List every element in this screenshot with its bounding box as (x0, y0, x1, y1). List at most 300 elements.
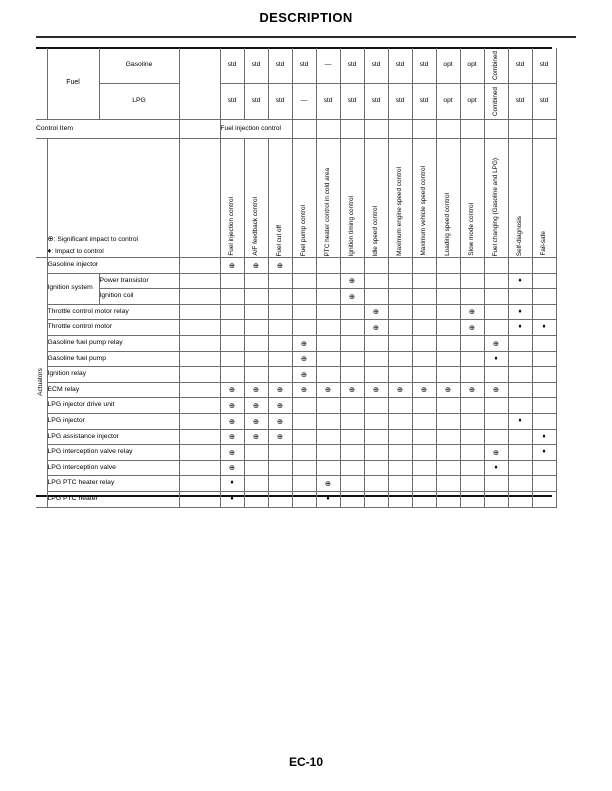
matrix-cell (292, 398, 316, 414)
table-row (36, 335, 556, 351)
matrix-cell (268, 476, 292, 492)
matrix-cell (316, 273, 340, 289)
matrix-cell (460, 476, 484, 492)
matrix-cell (268, 335, 292, 351)
group-header-spacer (532, 120, 556, 139)
matrix-cell (460, 367, 484, 383)
matrix-cell (268, 304, 292, 320)
matrix-cell: ♦ (484, 460, 508, 476)
matrix-cell (412, 445, 436, 461)
matrix-cell: ⊕ (364, 320, 388, 336)
matrix-cell (460, 335, 484, 351)
matrix-cell (388, 273, 412, 289)
matrix-cell (244, 289, 268, 305)
row-label: LPG interception valve relay (47, 445, 179, 461)
column-header-label: PTC heater control in cold area (324, 167, 331, 256)
column-header-3 (268, 139, 292, 258)
matrix-cell (292, 273, 316, 289)
matrix-cell (316, 335, 340, 351)
matrix-cell (412, 460, 436, 476)
matrix-cell (388, 398, 412, 414)
fuel-availability-cell: Combined (484, 84, 508, 120)
matrix-cell (220, 335, 244, 351)
matrix-cell (508, 491, 532, 507)
matrix-cell (508, 476, 532, 492)
matrix-cell (508, 445, 532, 461)
row-label: LPG interception valve (47, 460, 179, 476)
matrix-cell (340, 445, 364, 461)
matrix-cell (244, 320, 268, 336)
matrix-cell (388, 351, 412, 367)
row-label: Throttle control motor relay (47, 304, 179, 320)
column-header-label: Ignition timing control (348, 195, 355, 256)
matrix-cell (364, 351, 388, 367)
matrix-cell (340, 320, 364, 336)
matrix-cell (532, 476, 556, 492)
matrix-cell (292, 460, 316, 476)
matrix-cell: ⊕ (244, 413, 268, 429)
matrix-cell: ⊕ (220, 429, 244, 445)
matrix-cell (244, 491, 268, 507)
fuel-availability-cell: — (292, 84, 316, 120)
matrix-cell (220, 304, 244, 320)
matrix-cell (436, 258, 460, 274)
matrix-cell (340, 491, 364, 507)
table-row (36, 491, 556, 507)
matrix-cell (244, 476, 268, 492)
matrix-cell: ⊕ (484, 445, 508, 461)
legend-text: : Significant impact to control (53, 236, 138, 244)
matrix-cell (532, 273, 556, 289)
matrix-cell (364, 429, 388, 445)
fuel-label: Fuel (47, 48, 99, 120)
row-label: Ignition relay (47, 367, 179, 383)
row-label: LPG PTC heater relay (47, 476, 179, 492)
matrix-cell (532, 351, 556, 367)
matrix-cell (460, 289, 484, 305)
row-label: Gasoline fuel pump (47, 351, 179, 367)
column-header-label: Fuel pump control (300, 204, 307, 256)
matrix-cell (340, 398, 364, 414)
legend-entry (48, 233, 179, 245)
fuel-availability-cell: std (508, 48, 532, 84)
matrix-cell: ♦ (508, 413, 532, 429)
table-row (36, 445, 556, 461)
matrix-cell (484, 304, 508, 320)
group-header-spacer (436, 120, 460, 139)
matrix-cell: ⊕ (220, 258, 244, 274)
table-row (36, 320, 556, 336)
group-header-spacer (484, 120, 508, 139)
matrix-cell (220, 320, 244, 336)
matrix-cell (388, 289, 412, 305)
matrix-cell (532, 335, 556, 351)
matrix-cell: ⊕ (220, 382, 244, 398)
row-label: Gasoline injector (47, 258, 179, 274)
row-sublabel: Power transistor (99, 273, 179, 289)
matrix-cell (340, 351, 364, 367)
matrix-cell: ⊕ (340, 382, 364, 398)
fuel-availability-cell: std (340, 48, 364, 84)
matrix-cell: ⊕ (220, 413, 244, 429)
matrix-cell: ⊕ (292, 382, 316, 398)
matrix-cell: ⊕ (268, 382, 292, 398)
matrix-cell (412, 367, 436, 383)
table-row (36, 398, 556, 414)
matrix-cell (436, 476, 460, 492)
matrix-cell (508, 382, 532, 398)
matrix-cell (412, 289, 436, 305)
matrix-cell (340, 476, 364, 492)
matrix-cell: ⊕ (364, 304, 388, 320)
matrix-cell (340, 304, 364, 320)
fuel-row-lpg (36, 84, 556, 120)
matrix-cell (484, 413, 508, 429)
matrix-cell (460, 413, 484, 429)
matrix-cell (412, 491, 436, 507)
matrix-cell (484, 320, 508, 336)
matrix-cell (388, 258, 412, 274)
matrix-cell (388, 320, 412, 336)
column-header-2 (244, 139, 268, 258)
legend-symbol-icon: ⊕ (47, 234, 54, 244)
matrix-cell (436, 429, 460, 445)
matrix-cell (412, 258, 436, 274)
column-header-6 (340, 139, 364, 258)
matrix-cell (292, 445, 316, 461)
matrix-cell (244, 335, 268, 351)
matrix-cell (484, 258, 508, 274)
row-label: LPG PTC heater (47, 491, 179, 507)
column-header-10 (436, 139, 460, 258)
group-header-spacer (460, 120, 484, 139)
matrix-cell (316, 398, 340, 414)
matrix-cell (412, 304, 436, 320)
column-header-label: A/F feedback control (252, 197, 259, 256)
matrix-cell (412, 413, 436, 429)
group-header-fuel-injection-control: Fuel injection control (220, 120, 292, 139)
matrix-cell (244, 273, 268, 289)
matrix-cell (292, 304, 316, 320)
matrix-cell (364, 413, 388, 429)
row-label: ECM relay (47, 382, 179, 398)
matrix-cell (244, 351, 268, 367)
matrix-cell: ♦ (532, 445, 556, 461)
matrix-cell (532, 460, 556, 476)
control-item-header-row (36, 120, 556, 139)
matrix-cell: ⊕ (268, 398, 292, 414)
column-header-label: Fail-safe (540, 231, 547, 256)
control-matrix-table (36, 48, 557, 508)
matrix-cell (316, 320, 340, 336)
row-label: Throttle control motor (47, 320, 179, 336)
matrix-cell (436, 413, 460, 429)
matrix-cell (436, 320, 460, 336)
fuel-availability-cell: Combined (484, 48, 508, 84)
matrix-cell (244, 460, 268, 476)
section-label-text: Actuators (37, 368, 45, 397)
column-header-label: Fuel changing (Gasoline and LPG) (492, 157, 499, 256)
matrix-cell (484, 491, 508, 507)
table-row (36, 476, 556, 492)
matrix-cell (508, 289, 532, 305)
fuel-availability-cell: opt (436, 48, 460, 84)
matrix-cell (364, 289, 388, 305)
matrix-cell (460, 491, 484, 507)
table-row (36, 351, 556, 367)
group-header-spacer (364, 120, 388, 139)
matrix-cell (364, 460, 388, 476)
matrix-cell (340, 367, 364, 383)
matrix-cell (460, 445, 484, 461)
matrix-cell (364, 491, 388, 507)
matrix-cell (532, 398, 556, 414)
matrix-cell: ⊕ (460, 304, 484, 320)
matrix-cell (436, 367, 460, 383)
matrix-cell: ⊕ (268, 413, 292, 429)
matrix-cell (508, 429, 532, 445)
matrix-cell (340, 413, 364, 429)
title-divider (36, 36, 576, 38)
column-header-label: Maximum engine speed control (396, 167, 403, 256)
matrix-cell (412, 351, 436, 367)
fuel-availability-cell: std (268, 48, 292, 84)
matrix-cell (436, 460, 460, 476)
matrix-cell (268, 460, 292, 476)
group-header-spacer (412, 120, 436, 139)
matrix-cell (388, 413, 412, 429)
matrix-cell: ♦ (220, 491, 244, 507)
matrix-cell: ⊕ (244, 382, 268, 398)
table-row (36, 258, 556, 274)
group-header-spacer (292, 120, 316, 139)
fuel-availability-cell: std (388, 84, 412, 120)
column-header-label: Idle speed control (372, 205, 379, 256)
matrix-cell: ⊕ (316, 476, 340, 492)
fuel-availability-cell: std (220, 48, 244, 84)
matrix-cell (316, 367, 340, 383)
matrix-cell (508, 335, 532, 351)
column-titles-row (36, 139, 556, 258)
matrix-cell (436, 273, 460, 289)
fuel-availability-cell: std (292, 48, 316, 84)
matrix-cell (460, 273, 484, 289)
column-header-13 (508, 139, 532, 258)
matrix-cell: ♦ (508, 320, 532, 336)
group-header-spacer (388, 120, 412, 139)
matrix-cell: ♦ (508, 304, 532, 320)
matrix-cell (508, 258, 532, 274)
control-item-label: Control Item (36, 120, 179, 139)
legend-entry (48, 245, 179, 257)
row-label: LPG assistance injector (47, 429, 179, 445)
matrix-cell: ⊕ (244, 429, 268, 445)
matrix-cell (436, 398, 460, 414)
matrix-cell (388, 304, 412, 320)
matrix-cell: ♦ (484, 351, 508, 367)
matrix-cell (316, 289, 340, 305)
matrix-cell: ⊕ (220, 460, 244, 476)
matrix-cell (316, 445, 340, 461)
legend-text: : Impact to control (51, 248, 104, 256)
column-header-label: Fuel cut off (276, 224, 283, 256)
matrix-cell (316, 460, 340, 476)
legend-symbol-icon: ♦ (47, 246, 52, 256)
table-row (36, 273, 556, 289)
matrix-cell (268, 289, 292, 305)
fuel-availability-cell: std (364, 84, 388, 120)
matrix-cell (292, 476, 316, 492)
matrix-cell (412, 398, 436, 414)
matrix-cell (388, 460, 412, 476)
table-row (36, 429, 556, 445)
matrix-cell (340, 335, 364, 351)
column-header-11 (460, 139, 484, 258)
matrix-cell (532, 413, 556, 429)
matrix-cell (316, 258, 340, 274)
matrix-cell: ⊕ (436, 382, 460, 398)
matrix-cell (436, 491, 460, 507)
matrix-cell (292, 429, 316, 445)
fuel-availability-cell: std (340, 84, 364, 120)
matrix-cell (388, 445, 412, 461)
matrix-cell: ⊕ (268, 429, 292, 445)
matrix-cell (316, 304, 340, 320)
fuel-type-label: Gasoline (99, 48, 179, 84)
matrix-cell: ⊕ (340, 289, 364, 305)
fuel-availability-cell: std (508, 84, 532, 120)
matrix-cell (292, 320, 316, 336)
group-header-spacer (340, 120, 364, 139)
fuel-availability-cell: opt (460, 48, 484, 84)
fuel-availability-cell: std (388, 48, 412, 84)
legend (47, 139, 179, 258)
row-label: Gasoline fuel pump relay (47, 335, 179, 351)
fuel-availability-cell: std (532, 84, 556, 120)
matrix-cell (484, 367, 508, 383)
column-header-label: Fuel injection control (228, 197, 235, 256)
matrix-cell: ♦ (220, 476, 244, 492)
fuel-availability-cell: std (532, 48, 556, 84)
matrix-cell (268, 351, 292, 367)
matrix-cell (388, 491, 412, 507)
matrix-cell (460, 351, 484, 367)
page-title: DESCRIPTION (259, 10, 353, 25)
table-row (36, 289, 556, 305)
matrix-cell (244, 445, 268, 461)
matrix-cell: ⊕ (244, 398, 268, 414)
matrix-cell (484, 289, 508, 305)
matrix-cell (532, 304, 556, 320)
column-header-9 (412, 139, 436, 258)
matrix-cell (412, 320, 436, 336)
fuel-type-label: LPG (99, 84, 179, 120)
table-row (36, 367, 556, 383)
fuel-row-gasoline (36, 48, 556, 84)
column-header-8 (388, 139, 412, 258)
fuel-availability-cell: std (412, 48, 436, 84)
row-sublabel: Ignition coil (99, 289, 179, 305)
matrix-cell (220, 273, 244, 289)
fuel-availability-cell: std (220, 84, 244, 120)
matrix-cell (532, 382, 556, 398)
table-row (36, 460, 556, 476)
matrix-cell: ⊕ (388, 382, 412, 398)
fuel-availability-cell: std (364, 48, 388, 84)
matrix-cell: ♦ (508, 273, 532, 289)
matrix-cell: ⊕ (460, 320, 484, 336)
matrix-cell: ⊕ (412, 382, 436, 398)
matrix-cell: ⊕ (292, 335, 316, 351)
matrix-cell (244, 304, 268, 320)
matrix-cell (412, 429, 436, 445)
row-label: LPG injector drive unit (47, 398, 179, 414)
matrix-cell (292, 491, 316, 507)
table-row (36, 382, 556, 398)
matrix-cell (508, 398, 532, 414)
matrix-cell: ⊕ (316, 382, 340, 398)
matrix-cell (532, 491, 556, 507)
matrix-cell (412, 273, 436, 289)
page-number: EC-10 (288, 755, 323, 769)
matrix-cell (292, 258, 316, 274)
matrix-cell: ⊕ (268, 258, 292, 274)
column-header-4 (292, 139, 316, 258)
fuel-availability-cell: std (316, 84, 340, 120)
group-header-spacer (508, 120, 532, 139)
matrix-cell (484, 429, 508, 445)
fuel-availability-cell: std (268, 84, 292, 120)
fuel-availability-cell: — (316, 48, 340, 84)
matrix-cell (220, 367, 244, 383)
matrix-cell (532, 289, 556, 305)
matrix-cell (268, 445, 292, 461)
matrix-cell (268, 273, 292, 289)
matrix-cell (460, 429, 484, 445)
matrix-cell (292, 413, 316, 429)
matrix-cell (460, 258, 484, 274)
matrix-cell (484, 273, 508, 289)
matrix-cell (316, 351, 340, 367)
table-row (36, 413, 556, 429)
column-header-5 (316, 139, 340, 258)
column-header-7 (364, 139, 388, 258)
matrix-cell (412, 335, 436, 351)
matrix-cell (436, 335, 460, 351)
matrix-cell (268, 367, 292, 383)
matrix-cell (292, 289, 316, 305)
matrix-cell (316, 413, 340, 429)
matrix-cell: ♦ (316, 491, 340, 507)
fuel-availability-cell: std (244, 48, 268, 84)
matrix-cell: ⊕ (460, 382, 484, 398)
matrix-cell (364, 367, 388, 383)
matrix-cell: ⊕ (364, 382, 388, 398)
matrix-cell (364, 445, 388, 461)
matrix-cell: ⊕ (244, 258, 268, 274)
matrix-cell (436, 289, 460, 305)
matrix-cell (268, 320, 292, 336)
matrix-cell (388, 429, 412, 445)
matrix-cell (364, 476, 388, 492)
matrix-cell (364, 335, 388, 351)
matrix-cell (340, 429, 364, 445)
group-header-spacer (316, 120, 340, 139)
fuel-availability-cell: opt (460, 84, 484, 120)
matrix-cell (436, 351, 460, 367)
matrix-cell (508, 367, 532, 383)
matrix-cell: ⊕ (220, 445, 244, 461)
